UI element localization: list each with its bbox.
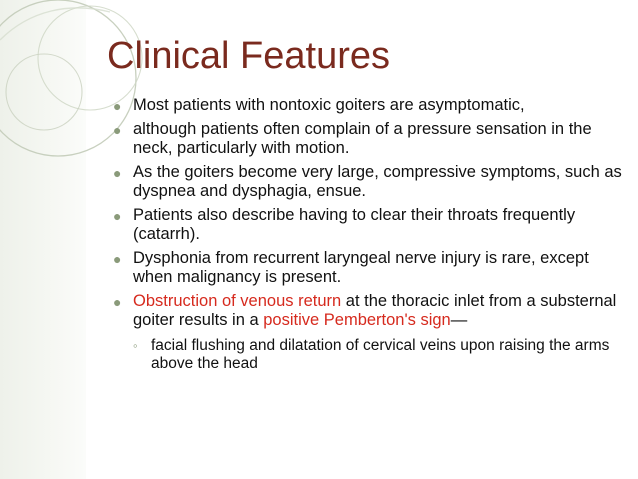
- sub-bullet-text: facial flushing and dilatation of cervical veins upon raising the arms above the head: [151, 336, 610, 372]
- sub-bullet-list: [133, 337, 628, 373]
- bullet-text: [133, 249, 589, 287]
- bullet-text-segment: As the goiters become very large, compressive symptoms, such as dyspnea and dysphagia, ensue.: [133, 162, 622, 200]
- bullet-item: [113, 163, 628, 202]
- bullet-item: [113, 120, 628, 159]
- left-decorative-band: [0, 0, 86, 479]
- highlighted-term: positive Pemberton's sign: [263, 311, 451, 329]
- bullet-item: [113, 206, 628, 245]
- bullet-text: [133, 120, 592, 158]
- bullet-text: [133, 96, 525, 114]
- bullet-icon: ●: [113, 207, 122, 224]
- bullet-text-segment: Most patients with nontoxic goiters are asymptomatic,: [133, 96, 525, 114]
- bullet-item: [113, 292, 628, 373]
- bullet-text-segment: Patients also describe having to clear their throats frequently (catarrh).: [133, 205, 576, 243]
- bullet-icon: ●: [113, 293, 122, 310]
- bullet-icon: ●: [113, 164, 122, 181]
- highlighted-term: Obstruction of venous return: [133, 291, 342, 310]
- bullet-icon: ●: [113, 121, 122, 138]
- sub-bullet-icon: ◦: [133, 337, 138, 353]
- bullet-item: [113, 96, 628, 116]
- bullet-text-segment: Dysphonia from recurrent laryngeal nerve injury is rare, except when malignancy is present.: [133, 248, 589, 286]
- slide-title: Clinical Features: [107, 35, 390, 77]
- bullet-text: [133, 292, 616, 330]
- bullet-text: [133, 163, 622, 201]
- sub-bullet-item: [133, 337, 628, 373]
- bullet-text-segment: although patients often complain of a pressure sensation in the neck, particularly with motion.: [133, 119, 592, 157]
- bullet-text-segment: —: [450, 311, 468, 329]
- bullet-icon: ●: [113, 250, 122, 267]
- bullet-text: [133, 206, 575, 244]
- bullet-icon: ●: [113, 98, 122, 114]
- bullet-item: [113, 249, 628, 288]
- bullet-list: [113, 96, 628, 377]
- bullet-text-segment: at the thoracic inlet from a substernal goiter results in a: [133, 291, 617, 329]
